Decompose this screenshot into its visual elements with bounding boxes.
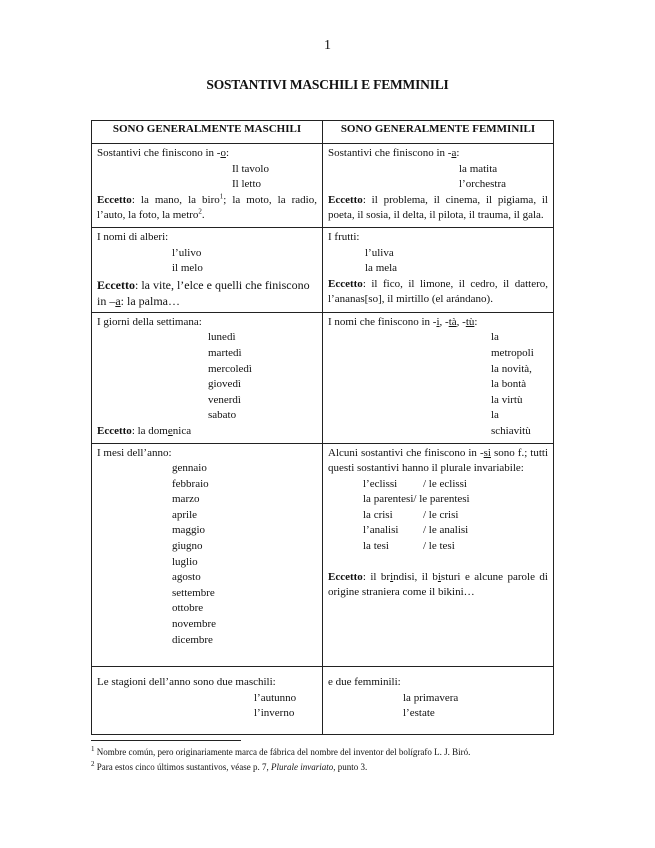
example-word: la mela [365,262,398,275]
footnote: $^2$ Para estos cinco últimos sustantivos, véase p. 7, Plurale invariato, punto 3. [91,760,368,772]
cell-masc-months [92,443,323,667]
example-word: ottobre [172,602,204,615]
example-word: agosto [172,571,201,584]
exception-text: Eccetto: il brindisi, il bisturi e alcune parole di origine straniera come il bikini… [328,570,548,599]
plural-pair: la parentesi/ le parentesi [363,493,470,506]
example-word: la virtù [491,393,523,406]
example-word: dicembre [172,633,213,646]
example-word: martedì [208,346,242,359]
example-word: Il letto [232,178,262,191]
example-word: schiavitù [491,424,531,437]
example-word: l’uliva [365,246,394,259]
example-word: l’autunno [254,691,297,704]
gender-table [91,120,554,735]
rule-text: I giorni della settimana: [97,315,202,328]
rule-text: Sostantivi che finiscono in -o: [97,147,229,159]
cell-fem-seasons [323,667,554,735]
example-word: Il tavolo [232,162,269,175]
page-title: SOSTANTIVI MASCHILI E FEMMINILI [206,77,449,92]
example-word: settembre [172,586,215,599]
example-word: novembre [172,618,216,631]
rule-text: Alcuni sostantivi che finiscono in -si sono f.; tutti questi sostantivi hanno il plurale invariabile: [328,446,548,475]
example-word: l’ulivo [172,246,202,259]
table-row [92,443,554,667]
cell-masc-weekdays [92,312,323,443]
cell-fem-fruits [323,227,554,312]
exception-text: Eccetto: il fico, il limone, il cedro, il dattero, l’ananas[so], il mirtillo (el arándano). [328,277,548,306]
example-word: la bontà [491,378,527,391]
table-header-row [92,121,554,144]
header-feminine: SONO GENERALMENTE FEMMINILI [323,121,554,144]
table-row [92,312,554,443]
example-word: febbraio [172,477,209,490]
cell-fem-ending-si [323,443,554,667]
example-word: il melo [172,262,203,275]
rule-text: I nomi di alberi: [97,230,169,243]
example-word: lunedì [208,331,236,344]
example-word: gennaio [172,462,207,475]
example-word: aprile [172,508,198,521]
plural-pair: l’eclissi / le eclissi [363,477,467,490]
example-word: maggio [172,524,205,537]
example-word: giovedì [208,378,241,391]
cell-masc-seasons [92,667,323,735]
rule-text: I frutti: [328,230,360,243]
exception-text: Eccetto: il problema, il cinema, il pigiama, il poeta, il sosia, il delta, il pilota, il trauma, il gala. [328,193,548,222]
exception-text: Eccetto: la domenica [97,424,192,437]
cell-fem-ending-a [323,144,554,228]
example-word: l’orchestra [459,178,507,191]
example-word: sabato [208,409,237,422]
example-word: l’inverno [254,707,295,720]
example-word: la [491,409,499,422]
table-row [92,227,554,312]
plural-pair: la crisi / le crisi [363,508,459,521]
exception-text: Eccetto: la mano, la biro$^1$; la moto, la radio, l’auto, la foto, la metro$^2$. [97,192,317,222]
footnote: $^1$ Nombre común, pero originariamente marca de fábrica del nombre del inventor del bolígrafo L. J. Biró. [91,745,471,757]
header-masculine: SONO GENERALMENTE MASCHILI [92,121,323,144]
footnotes [91,745,561,775]
table-row [92,144,554,228]
example-word: marzo [172,493,200,506]
rule-text: Sostantivi che finiscono in -a: [328,147,460,159]
rule-text: I mesi dell’anno: [97,446,172,459]
cell-masc-trees [92,227,323,312]
example-word: la matita [459,162,498,175]
example-word: l’estate [403,707,435,720]
example-word: la primavera [403,691,459,704]
example-word: venerdì [208,393,241,406]
table-row [92,667,554,735]
example-word: luglio [172,555,198,568]
example-word: mercoledì [208,362,252,375]
plural-pair: la tesi / le tesi [363,540,455,553]
plural-pair: l’analisi / le analisi [363,524,469,537]
rule-text: e due femminili: [328,676,401,689]
exception-text: Eccetto: la vite, l’elce e quelli che finiscono in –a: la palma… [97,277,310,308]
example-word: metropoli [491,346,534,359]
example-word: la novità, [491,362,532,375]
cell-masc-ending-o [92,144,323,228]
example-word: giugno [172,540,203,553]
example-word: la [491,331,499,344]
footnote-separator [91,740,241,741]
rule-text: I nomi che finiscono in -i, -tà, -tù: [328,315,478,328]
cell-fem-ending-i-ta-tu [323,312,554,443]
rule-text: Le stagioni dell’anno sono due maschili: [97,676,276,689]
page-number: 1 [324,38,331,53]
